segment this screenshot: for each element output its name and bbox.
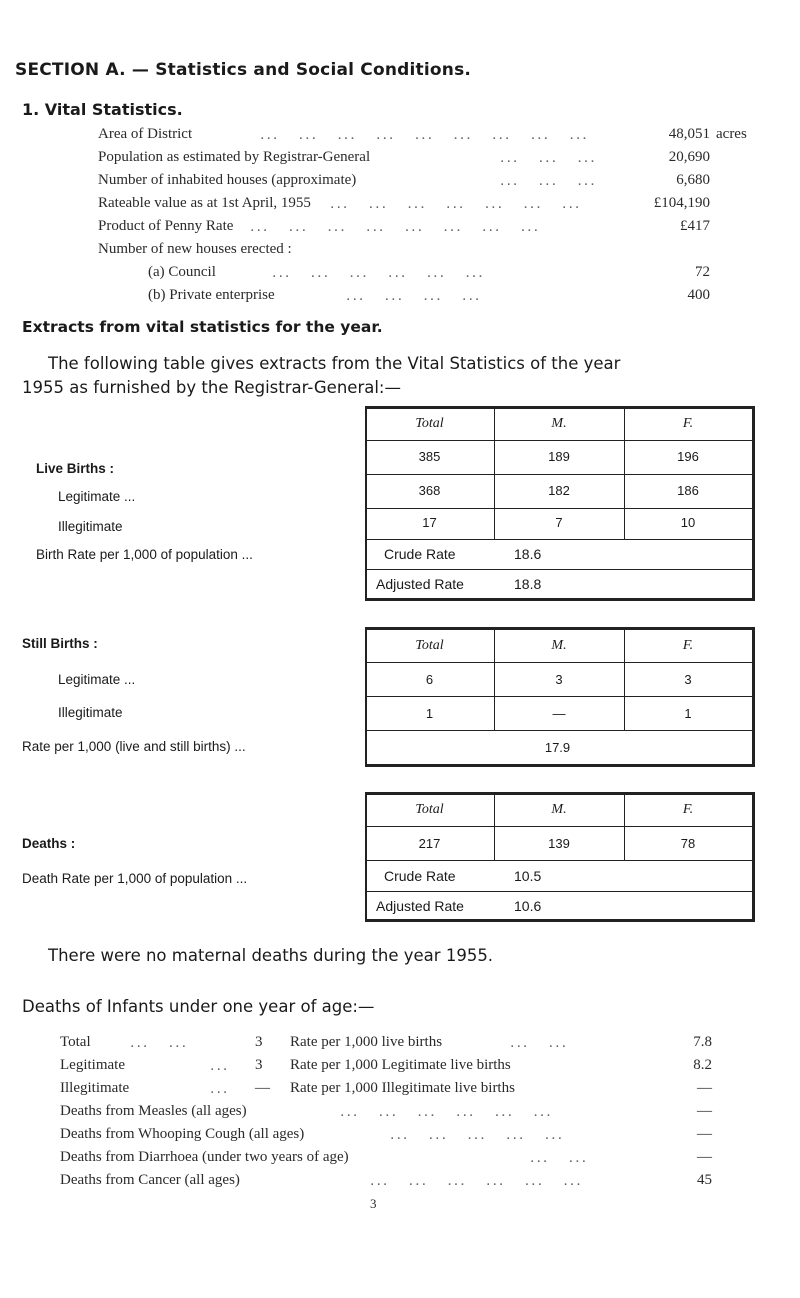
extracts-heading: Extracts from vital statistics for the year.	[22, 318, 383, 336]
table-cell: 10	[680, 515, 696, 530]
legitimate-label: Legitimate ...	[58, 489, 136, 504]
header-female: F.	[682, 802, 694, 817]
list-item: Total	[60, 1034, 91, 1050]
header-female: F.	[682, 638, 694, 653]
table-cell: 7	[555, 515, 563, 530]
table-cell: 1	[425, 706, 434, 721]
table-cell: 186	[677, 483, 699, 498]
vital-value: £417	[680, 218, 710, 234]
table-cell: 182	[548, 483, 570, 498]
list-item: Illegitimate	[60, 1080, 130, 1096]
vital-label: (b) Private enterprise	[148, 287, 275, 303]
deaths-label: Deaths :	[22, 836, 76, 851]
table-cell: 17	[422, 515, 437, 530]
table-cell: 6	[425, 672, 434, 687]
still-rate-label: Rate per 1,000 (live and still births) ...	[22, 739, 246, 754]
section-title: SECTION A. — Statistics and Social Conditions.	[15, 60, 472, 80]
vital-value: £104,190	[653, 195, 710, 211]
legitimate-label: Legitimate ...	[58, 672, 136, 687]
vital-value: 48,051	[668, 126, 710, 142]
birth-rate-label: Birth Rate per 1,000 of population ...	[36, 547, 253, 562]
list-item-count: —	[255, 1080, 270, 1096]
list-item-value: —	[697, 1126, 712, 1142]
list-item-desc: Rate per 1,000 Illegitimate live births	[290, 1080, 515, 1096]
adjusted-rate-value: 18.8	[514, 576, 542, 592]
vital-value: 400	[687, 287, 710, 303]
header-male: M.	[551, 638, 567, 653]
table-cell: 1	[684, 706, 692, 721]
maternal-deaths-note: There were no maternal deaths during the year 1955.	[48, 946, 494, 965]
table-cell: —	[552, 706, 566, 721]
crude-rate-value: 10.5	[514, 868, 542, 884]
list-item-value: —	[697, 1080, 712, 1096]
live-births-label: Live Births :	[36, 461, 115, 476]
table-cell: 368	[418, 483, 441, 498]
list-item: Deaths from Whooping Cough (all ages)	[60, 1126, 305, 1142]
adjusted-rate-value: 10.6	[514, 898, 542, 914]
illegitimate-label: Illegitimate	[58, 705, 123, 720]
list-item: Deaths from Measles (all ages)	[60, 1103, 247, 1119]
vital-label: (a) Council	[148, 264, 216, 280]
list-item-count: 3	[255, 1057, 263, 1073]
list-item: Deaths from Diarrhoea (under two years of age)	[60, 1149, 349, 1165]
still-rate-value: 17.9	[544, 740, 571, 755]
list-item-desc: Rate per 1,000 Legitimate live births	[290, 1057, 511, 1073]
table-cell: 3	[684, 672, 692, 687]
list-item-value: —	[697, 1103, 712, 1119]
list-item-value: 7.8	[693, 1034, 712, 1050]
list-item-count: 3	[255, 1034, 263, 1050]
list-item: Legitimate	[60, 1057, 125, 1073]
header-total: Total	[415, 802, 444, 817]
list-item-value: 45	[697, 1172, 712, 1188]
list-item-desc: Rate per 1,000 live births	[290, 1034, 443, 1050]
list-item-value: 8.2	[693, 1057, 712, 1073]
extracts-intro-2: 1955 as furnished by the Registrar-General:—	[22, 378, 401, 397]
extracts-intro-1: The following table gives extracts from the Vital Statistics of the year	[48, 354, 621, 373]
vital-label: Area of District	[98, 126, 193, 142]
vital-heading: 1. Vital Statistics.	[22, 100, 183, 119]
vital-unit: acres	[716, 126, 747, 142]
crude-rate-label: Crude Rate	[384, 546, 456, 562]
vital-label: Rateable value as at 1st April, 1955	[98, 195, 311, 211]
header-total: Total	[415, 638, 444, 653]
infants-heading: Deaths of Infants under one year of age:—	[22, 997, 375, 1016]
crude-rate-label: Crude Rate	[384, 868, 456, 884]
table-cell: 78	[680, 836, 696, 851]
vital-value: 6,680	[676, 172, 710, 188]
table-cell: 217	[418, 836, 441, 851]
vital-label: Number of inhabited houses (approximate)	[98, 172, 357, 188]
list-item: Deaths from Cancer (all ages)	[60, 1172, 240, 1188]
vital-label: Number of new houses erected :	[98, 241, 292, 257]
still-births-label: Still Births :	[22, 636, 98, 651]
table-cell: 139	[548, 836, 570, 851]
header-male: M.	[551, 416, 567, 431]
vital-value: 72	[695, 264, 710, 280]
vital-label: Population as estimated by Registrar-General	[98, 149, 371, 165]
death-rate-label: Death Rate per 1,000 of population ...	[22, 871, 248, 886]
adjusted-rate-label: Adjusted Rate	[376, 898, 464, 914]
crude-rate-value: 18.6	[514, 546, 542, 562]
table-cell: 385	[418, 449, 441, 464]
table-cell: 3	[555, 672, 563, 687]
list-item-value: —	[697, 1149, 712, 1165]
header-female: F.	[682, 416, 694, 431]
vital-label: Product of Penny Rate	[98, 218, 234, 234]
table-cell: 196	[677, 449, 699, 464]
adjusted-rate-label: Adjusted Rate	[376, 576, 464, 592]
illegitimate-label: Illegitimate	[58, 519, 123, 534]
table-cell: 189	[548, 449, 570, 464]
header-male: M.	[551, 802, 567, 817]
header-total: Total	[415, 416, 444, 431]
page-number: 3	[370, 1196, 377, 1211]
vital-value: 20,690	[668, 149, 710, 165]
